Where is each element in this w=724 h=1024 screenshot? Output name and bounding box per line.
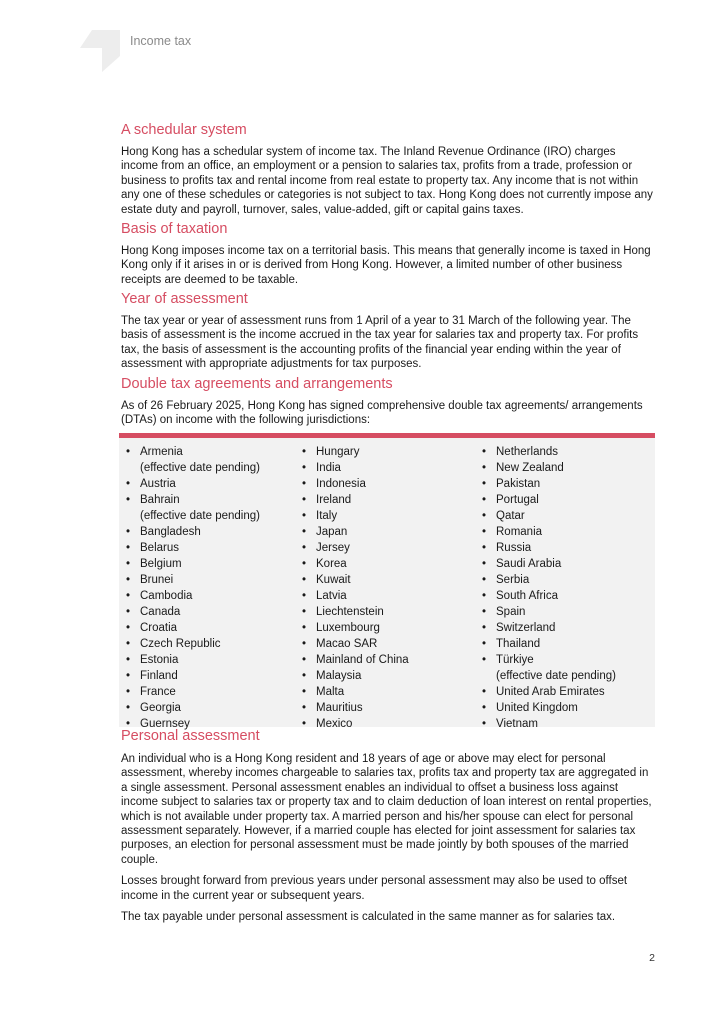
jurisdiction-item: • Czech Republic bbox=[119, 636, 260, 652]
jurisdictions-box bbox=[119, 433, 655, 730]
jurisdiction-item: • France bbox=[119, 684, 260, 700]
jurisdiction-item: • Switzerland bbox=[475, 620, 616, 636]
jurisdictions-column-2 bbox=[295, 444, 409, 732]
section-schedular-system bbox=[121, 121, 655, 217]
section-year-of-assessment bbox=[121, 290, 655, 372]
page-number: 2 bbox=[649, 952, 655, 964]
jurisdiction-item: • Thailand bbox=[475, 636, 616, 652]
section-double-tax-agreements bbox=[121, 375, 655, 428]
jurisdiction-item: • Finland bbox=[119, 668, 260, 684]
jurisdiction-item: • Korea bbox=[295, 556, 409, 572]
jurisdiction-item: • Belgium bbox=[119, 556, 260, 572]
section-heading: Basis of taxation bbox=[121, 221, 228, 237]
section-body: The tax year or year of assessment runs from 1 April of a year to 31 March of the following year. The basis of assessment is the income accrued in the tax year for salaries tax and property tax. For profits tax, the basis of assessment is the accounting profits of the financial year ending within the year of assessment with appropriate adjustments for tax purposes. bbox=[121, 315, 639, 371]
jurisdiction-item: • Indonesia bbox=[295, 476, 409, 492]
jurisdiction-item: • Canada bbox=[119, 604, 260, 620]
jurisdiction-item: • Austria bbox=[119, 476, 260, 492]
jurisdiction-item: • Russia bbox=[475, 540, 616, 556]
jurisdiction-item: • Belarus bbox=[119, 540, 260, 556]
jurisdiction-item: • Hungary bbox=[295, 444, 409, 460]
jurisdiction-item: • Kuwait bbox=[295, 572, 409, 588]
brand-logo-icon bbox=[80, 30, 120, 72]
jurisdiction-item: • Mauritius bbox=[295, 700, 409, 716]
jurisdiction-item: • Croatia bbox=[119, 620, 260, 636]
jurisdiction-item: • Armenia bbox=[119, 444, 260, 460]
section-heading: A schedular system bbox=[121, 122, 247, 138]
jurisdiction-item: • Luxembourg bbox=[295, 620, 409, 636]
jurisdiction-item: • Türkiye bbox=[475, 652, 616, 668]
jurisdiction-item: • Liechtenstein bbox=[295, 604, 409, 620]
jurisdiction-item: • Macao SAR bbox=[295, 636, 409, 652]
jurisdiction-item: • Latvia bbox=[295, 588, 409, 604]
jurisdiction-item: • Jersey bbox=[295, 540, 409, 556]
section-personal-assessment bbox=[121, 727, 655, 924]
jurisdiction-item: • Georgia bbox=[119, 700, 260, 716]
jurisdiction-item: • United Kingdom bbox=[475, 700, 616, 716]
section-heading: Year of assessment bbox=[121, 291, 248, 307]
jurisdiction-item: • Spain bbox=[475, 604, 616, 620]
section-heading: Double tax agreements and arrangements bbox=[121, 376, 393, 392]
section-body: Hong Kong has a schedular system of income tax. The Inland Revenue Ordinance (IRO) charges income from an office, an employment or a pension to salaries tax, profits from a trade, profession or business to profits tax and rental income from real estate to property tax. Any income that is not within any one of these schedules or categories is not subject to tax. Hong Kong does not currently impose any estate duty and payroll, turnover, sales, value-added, gift or capital gains taxes. bbox=[121, 146, 653, 216]
jurisdiction-note: (effective date pending) bbox=[140, 462, 260, 474]
jurisdictions-column-3 bbox=[475, 444, 616, 732]
jurisdiction-item: • Cambodia bbox=[119, 588, 260, 604]
jurisdiction-item: • Japan bbox=[295, 524, 409, 540]
jurisdiction-item: • Bangladesh bbox=[119, 524, 260, 540]
jurisdiction-note: (effective date pending) bbox=[496, 670, 616, 682]
jurisdiction-item: • Italy bbox=[295, 508, 409, 524]
section-basis-of-taxation bbox=[121, 220, 655, 287]
jurisdiction-item: • Portugal bbox=[475, 492, 616, 508]
jurisdiction-note: (effective date pending) bbox=[140, 510, 260, 522]
jurisdiction-item: • Bahrain bbox=[119, 492, 260, 508]
jurisdiction-item: • Qatar bbox=[475, 508, 616, 524]
jurisdiction-item: • South Africa bbox=[475, 588, 616, 604]
jurisdiction-item: • Vietnam bbox=[475, 716, 616, 732]
section-paragraph: The tax payable under personal assessment is calculated in the same manner as for salaries tax. bbox=[121, 911, 616, 924]
header-label: Income tax bbox=[130, 34, 192, 48]
jurisdiction-item: • Pakistan bbox=[475, 476, 616, 492]
jurisdiction-item: • United Arab Emirates bbox=[475, 684, 616, 700]
jurisdictions-column-1 bbox=[119, 444, 260, 732]
section-paragraph: Losses brought forward from previous years under personal assessment may also be used to offset income in the current year or subsequent years. bbox=[121, 875, 628, 902]
jurisdiction-item: • Brunei bbox=[119, 572, 260, 588]
jurisdiction-item: • Malta bbox=[295, 684, 409, 700]
jurisdiction-item: • Ireland bbox=[295, 492, 409, 508]
jurisdiction-item: • Guernsey bbox=[119, 716, 260, 732]
section-body: Hong Kong imposes income tax on a territorial basis. This means that generally income is taxed in Hong Kong only if it arises in or is derived from Hong Kong. However, a limited number of other business receipts are deemed to be taxable. bbox=[121, 245, 651, 286]
section-paragraph: An individual who is a Hong Kong resident and 18 years of age or above may elect for personal assessment, whereby incomes chargeable to salaries tax, profits tax and property tax are aggregated in a single assessment. Personal assessment enables an individual to offset a business loss against income subject to salaries tax or property tax and to claim deduction of loan interest on rental properties, which is not available under property tax. A married person and his/her spouse can elect for personal assessment separately. However, if a married couple has elected for joint assessment for salaries tax purposes, an election for personal assessment must be made jointly by both spouses of the married couple. bbox=[121, 753, 652, 866]
jurisdiction-item: • Romania bbox=[475, 524, 616, 540]
jurisdiction-item: • Netherlands bbox=[475, 444, 616, 460]
jurisdiction-item: • Serbia bbox=[475, 572, 616, 588]
jurisdiction-item: • Malaysia bbox=[295, 668, 409, 684]
jurisdiction-item: • Mainland of China bbox=[295, 652, 409, 668]
jurisdiction-item: • Mexico bbox=[295, 716, 409, 732]
jurisdiction-item: • India bbox=[295, 460, 409, 476]
jurisdiction-item: • Estonia bbox=[119, 652, 260, 668]
jurisdiction-item: • Saudi Arabia bbox=[475, 556, 616, 572]
section-body: As of 26 February 2025, Hong Kong has signed comprehensive double tax agreements/ arrangements (DTAs) on income with the following jurisdictions: bbox=[121, 400, 643, 427]
section-heading: Personal assessment bbox=[121, 728, 260, 744]
jurisdiction-item: • New Zealand bbox=[475, 460, 616, 476]
